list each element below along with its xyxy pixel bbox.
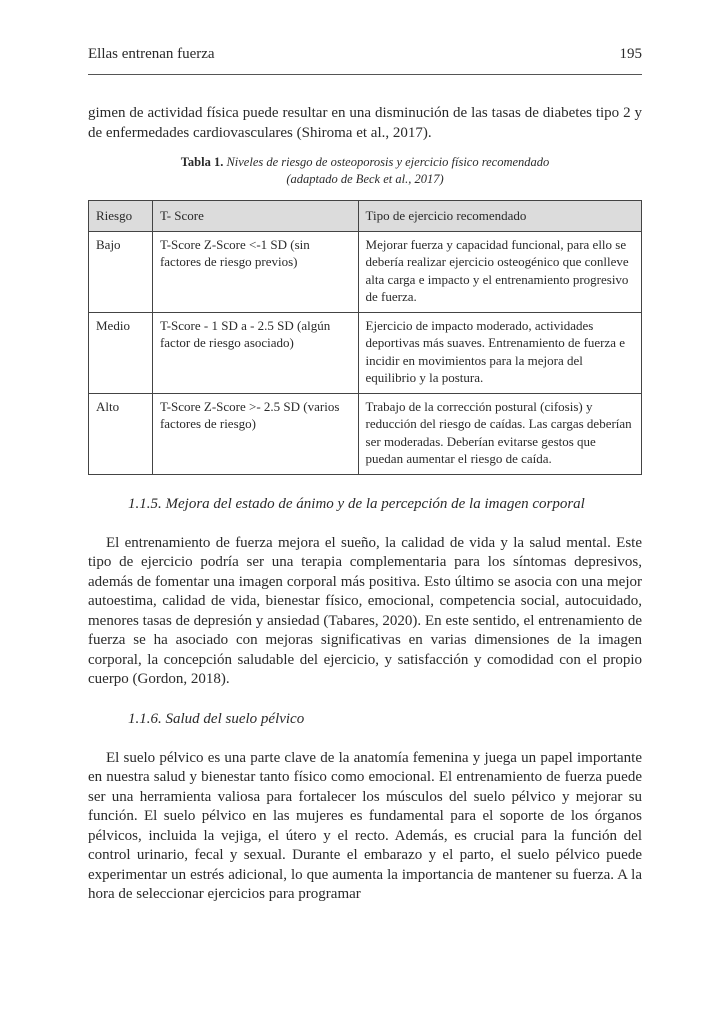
intro-paragraph: gimen de actividad física puede resultar en una disminución de las tasas de diabetes tipo 2 y de enfermedades cardiovasculares (Shiroma et al., 2017). [88, 105, 642, 141]
page-number: 195 [619, 46, 642, 62]
table-row [89, 312, 642, 393]
cell-exercise: Trabajo de la corrección postural (cifosis) y reducción del riesgo de caídas. Las cargas deberían ser moderadas. Deberían evitarse gestos que puedan aumentar el riesgo de caída. [358, 393, 641, 474]
table-row [89, 231, 642, 312]
table-caption [88, 154, 642, 188]
table-header-row [89, 201, 642, 232]
section-heading-1-1-5: 1.1.5. Mejora del estado de ánimo y de la percepción de la imagen corporal [128, 495, 585, 512]
cell-exercise: Mejorar fuerza y capacidad funcional, para ello se debería realizar ejercicio osteogénico que conlleve alta carga e impacto y el entrenamiento progresivo de fuerza. [358, 231, 641, 312]
running-title: Ellas entrenan fuerza [88, 46, 215, 62]
section-heading-1-1-6: 1.1.6. Salud del suelo pélvico [128, 710, 305, 727]
cell-score: T-Score Z-Score >- 2.5 SD (varios factores de riesgo) [152, 393, 358, 474]
risk-table [88, 200, 642, 475]
cell-score: T-Score - 1 SD a - 2.5 SD (algún factor de riesgo asociado) [152, 312, 358, 393]
header-divider [88, 74, 642, 75]
cell-risk: Alto [89, 393, 153, 474]
header-tscore: T- Score [152, 201, 358, 232]
header-risk: Riesgo [89, 201, 153, 232]
section-1-1-6-paragraph: El suelo pélvico es una parte clave de la anatomía femenina y juega un papel importante en nuestra salud y bienestar tanto físico como emocional. El entrenamiento de fuerza puede ser una herramienta valiosa para fortalecer los músculos del suelo pélvico y mejorar su función. El suelo pélvico en las mujeres es fundamental para el soporte de los órganos pélvicos, incluida la vejiga, el útero y el recto. Además, es crucial para la función del control urinario, fecal y sexual. Durante el embarazo y el parto, el suelo pélvico puede experimentar un estrés adicional, lo que aumenta la importancia de mantener su fuerza. A la hora de seleccionar ejercicios para programar [88, 749, 642, 902]
cell-exercise: Ejercicio de impacto moderado, actividades deportivas más suaves. Entrenamiento de fuerza e incidir en movimientos para la mejora del equilibrio y la postura. [358, 312, 641, 393]
table-caption-label: Tabla 1. [180, 155, 224, 169]
cell-score: T-Score Z-Score <-1 SD (sin factores de riesgo previos) [152, 231, 358, 312]
cell-risk: Medio [89, 312, 153, 393]
table-row [89, 393, 642, 474]
table-caption-title: Niveles de riesgo de osteoporosis y ejercicio físico recomendado [226, 155, 550, 169]
cell-risk: Bajo [89, 231, 153, 312]
page-body [88, 104, 642, 905]
header-exercise: Tipo de ejercicio recomendado [358, 201, 641, 232]
section-1-1-5-paragraph: El entrenamiento de fuerza mejora el sueño, la calidad de vida y la salud mental. Este tipo de ejercicio podría ser una terapia complementaria para los síntomas depresivos, además de fomentar una imagen corporal más positiva. Esto último se asocia con una mejor autoestima, calidad de vida, bienestar físico, emocional, competencia social, autocuidado, menores tasas de depresión y ansiedad (Tabares, 2020). En este sentido, el entrenamiento de fuerza se ha asociado con mejoras significativas en varias dimensiones de la imagen corporal, la concepción saludable del ejercicio, y satisfacción y comodidad con el propio cuerpo (Gordon, 2018). [88, 534, 642, 687]
table-caption-source: (adaptado de Beck et al., 2017) [286, 172, 444, 186]
